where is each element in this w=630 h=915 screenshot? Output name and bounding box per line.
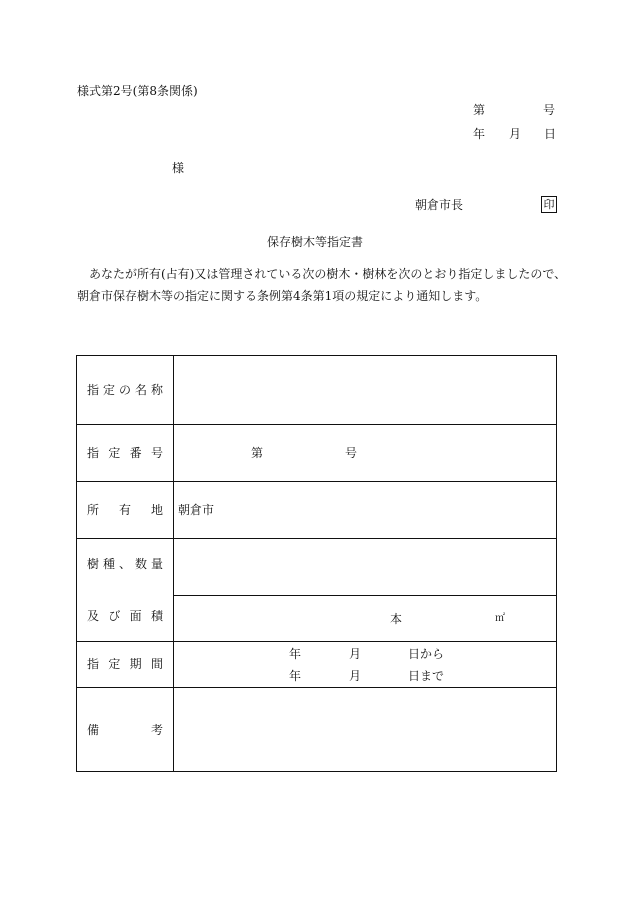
designation-number-prefix: 第 bbox=[251, 446, 264, 460]
issue-date-month: 月 bbox=[509, 127, 522, 141]
area-unit: ㎡ bbox=[495, 613, 505, 624]
period-to-year: 年 bbox=[289, 669, 302, 683]
period-to-day: 日まで bbox=[408, 669, 445, 683]
table-row-divider bbox=[173, 595, 556, 596]
issue-date-day: 日 bbox=[544, 127, 557, 141]
label-designation-number: 指 定 番 号 bbox=[87, 446, 163, 460]
label-location: 所 有 地 bbox=[87, 503, 163, 517]
recipient-honorific: 様 bbox=[172, 161, 185, 175]
table-row-divider bbox=[77, 481, 556, 482]
body-paragraph: あなたが所有(占有)又は管理されている次の樹木・樹林を次のとおり指定しましたので、朝倉市保存樹木等の指定に関する条例第4条第1項の規定により通知します。 bbox=[77, 267, 567, 303]
table-row-divider bbox=[77, 641, 556, 642]
table-row-divider bbox=[77, 538, 556, 539]
label-period: 指 定 期 間 bbox=[87, 657, 163, 671]
table-column-divider bbox=[173, 356, 174, 771]
label-remarks: 備 考 bbox=[87, 723, 163, 737]
location-value: 朝倉市 bbox=[178, 503, 215, 517]
tree-count-unit: 本 bbox=[390, 612, 403, 626]
period-from-year: 年 bbox=[289, 647, 302, 661]
period-from-day: 日から bbox=[408, 647, 445, 661]
issue-number-prefix: 第 bbox=[473, 103, 486, 117]
seal-box: 印 bbox=[541, 196, 557, 213]
designation-table bbox=[76, 355, 557, 772]
label-species-count: 樹 種 、 数 量 bbox=[87, 557, 163, 571]
designation-number-suffix: 号 bbox=[345, 446, 358, 460]
issuer-name: 朝倉市長 bbox=[415, 198, 464, 212]
document-title: 保存樹木等指定書 bbox=[266, 235, 363, 249]
period-to-month: 月 bbox=[349, 669, 362, 683]
period-from-month: 月 bbox=[349, 647, 362, 661]
form-number: 様式第2号(第8条関係) bbox=[77, 84, 198, 98]
table-row-divider bbox=[77, 424, 556, 425]
issue-date-year: 年 bbox=[473, 127, 486, 141]
table-row-divider bbox=[77, 687, 556, 688]
label-designation-name: 指 定 の 名 称 bbox=[87, 383, 163, 397]
label-area: 及 び 面 積 bbox=[87, 609, 163, 623]
issue-number-suffix: 号 bbox=[543, 103, 556, 117]
